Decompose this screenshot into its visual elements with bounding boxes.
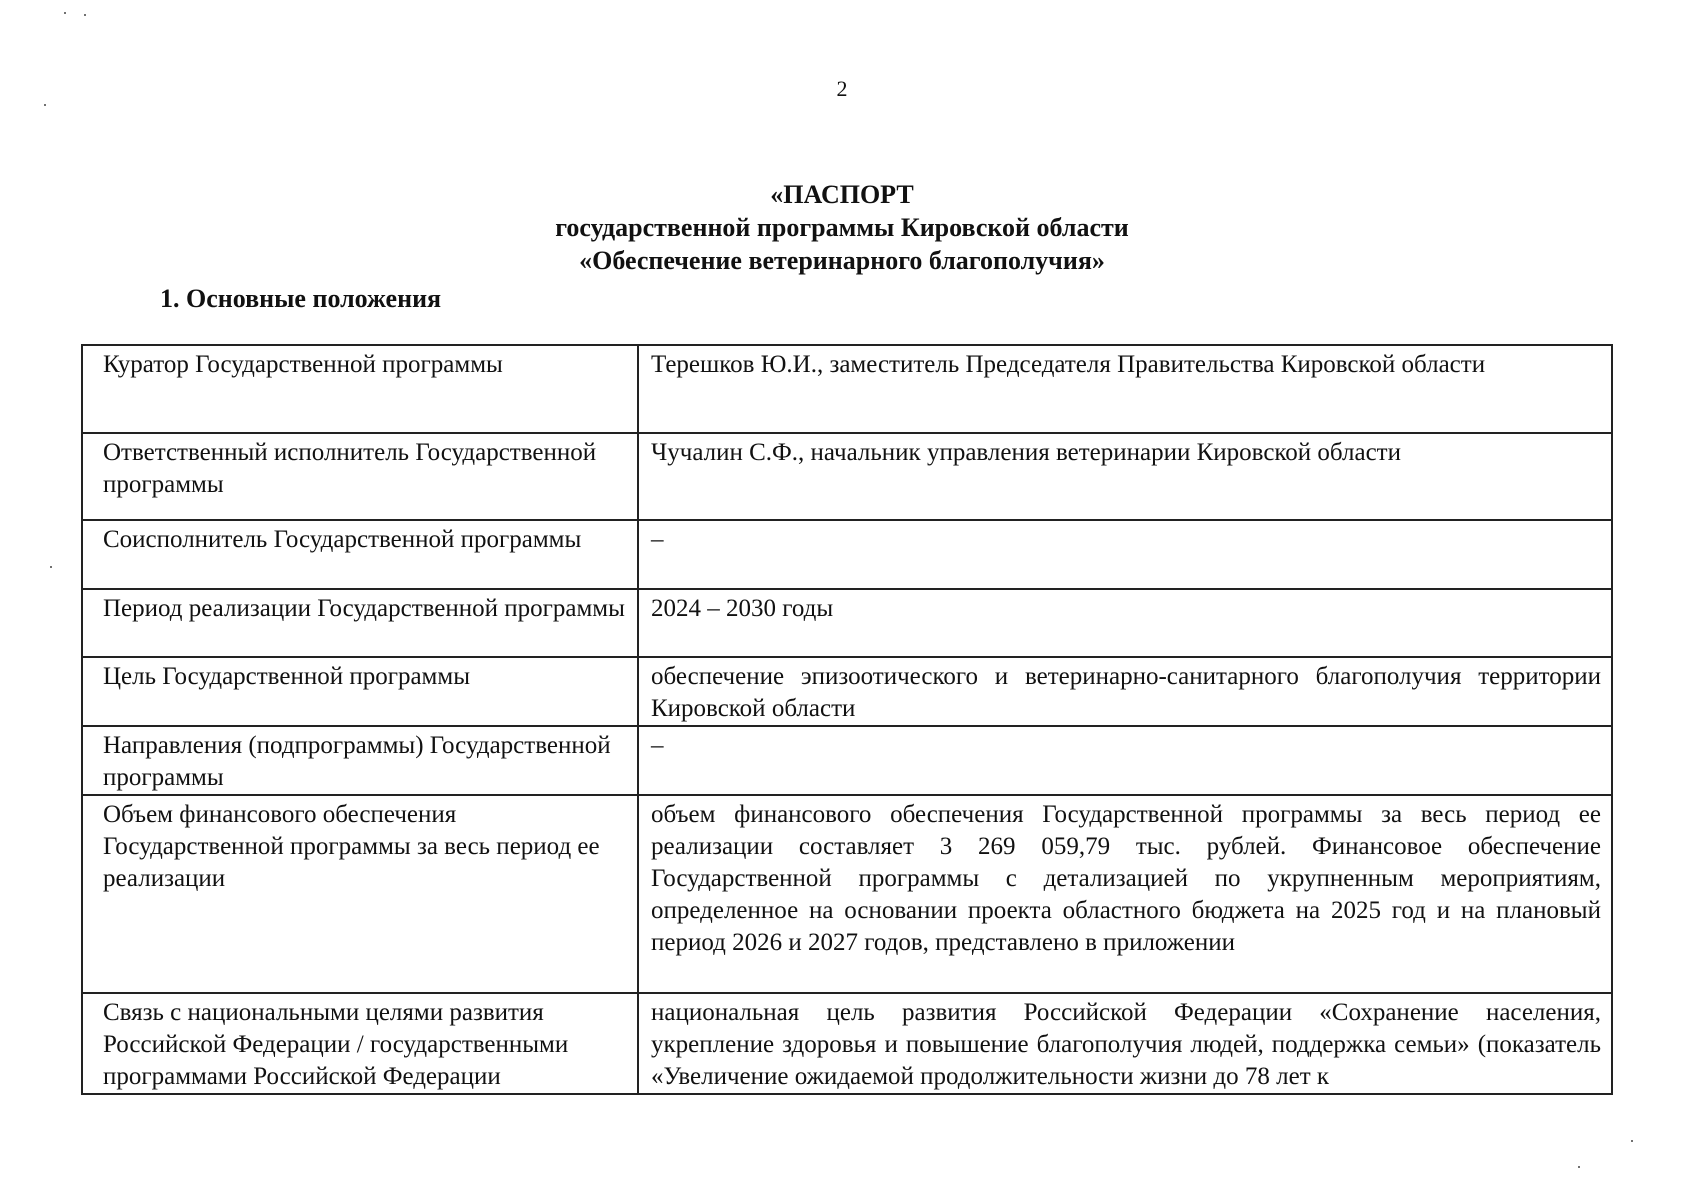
table-row-curator [82, 345, 1612, 433]
row-label: Связь с национальными целями развития Российской Федерации / государственными программами Российской Федерации [82, 993, 638, 1094]
row-label: Соисполнитель Государственной программы [82, 520, 638, 589]
scan-speck [1631, 1140, 1633, 1142]
table-row-directions [82, 726, 1612, 795]
row-label: Ответственный исполнитель Государственной программы [82, 433, 638, 520]
table-row-national-goals [82, 993, 1612, 1094]
title-line-2: государственной программы Кировской области [555, 213, 1129, 242]
row-value: обеспечение эпизоотического и ветеринарно-санитарного благополучия территории Кировской области [638, 657, 1612, 726]
scan-speck [64, 12, 66, 14]
row-label: Период реализации Государственной программы [82, 589, 638, 657]
scan-speck [84, 14, 86, 16]
row-value: – [638, 520, 1612, 589]
table-row-period [82, 589, 1612, 657]
row-value [638, 993, 1612, 1094]
title-line-1: «ПАСПОРТ [770, 180, 914, 209]
title-line-3: «Обеспечение ветеринарного благополучия» [579, 246, 1105, 275]
row-value: объем финансового обеспечения Государственной программы за весь период ее реализации составляет 3 269 059,79 тыс. рублей. Финансовое обеспечение Государственной программы с детализацией по укрупненным мероприятиям, определенное на основании проекта областного бюджета на 2025 год и на плановый период 2026 и 2027 годов, представлено в приложении [638, 795, 1612, 993]
row-label: Цель Государственной программы [82, 657, 638, 726]
passport-table [81, 344, 1613, 1095]
row-value: 2024 – 2030 годы [638, 589, 1612, 657]
section-heading: 1. Основные положения [160, 284, 442, 313]
scan-speck [50, 566, 52, 568]
scan-speck [44, 104, 46, 106]
row-value-text: национальная цель развития Российской Федерации «Сохранение населения, укрепление здоровья и повышение благополучия людей, поддержка семьи» (показатель «Увеличение ожидаемой продолжительности жизни до 78 лет к [651, 999, 1601, 1090]
table-row-responsible-executor [82, 433, 1612, 520]
table-row-goal [82, 657, 1612, 726]
page-number: 2 [836, 76, 848, 101]
row-label: Объем финансового обеспечения Государственной программы за весь период ее реализации [82, 795, 638, 993]
row-label: Куратор Государственной программы [82, 345, 638, 433]
table-row-co-executor [82, 520, 1612, 589]
table-row-funding [82, 795, 1612, 993]
scan-speck [1578, 1166, 1580, 1168]
document-title [0, 178, 1684, 277]
row-value: Чучалин С.Ф., начальник управления ветеринарии Кировской области [638, 433, 1612, 520]
row-value: Терешков Ю.И., заместитель Председателя Правительства Кировской области [638, 345, 1612, 433]
row-value: – [638, 726, 1612, 795]
row-label: Направления (подпрограммы) Государственной программы [82, 726, 638, 795]
